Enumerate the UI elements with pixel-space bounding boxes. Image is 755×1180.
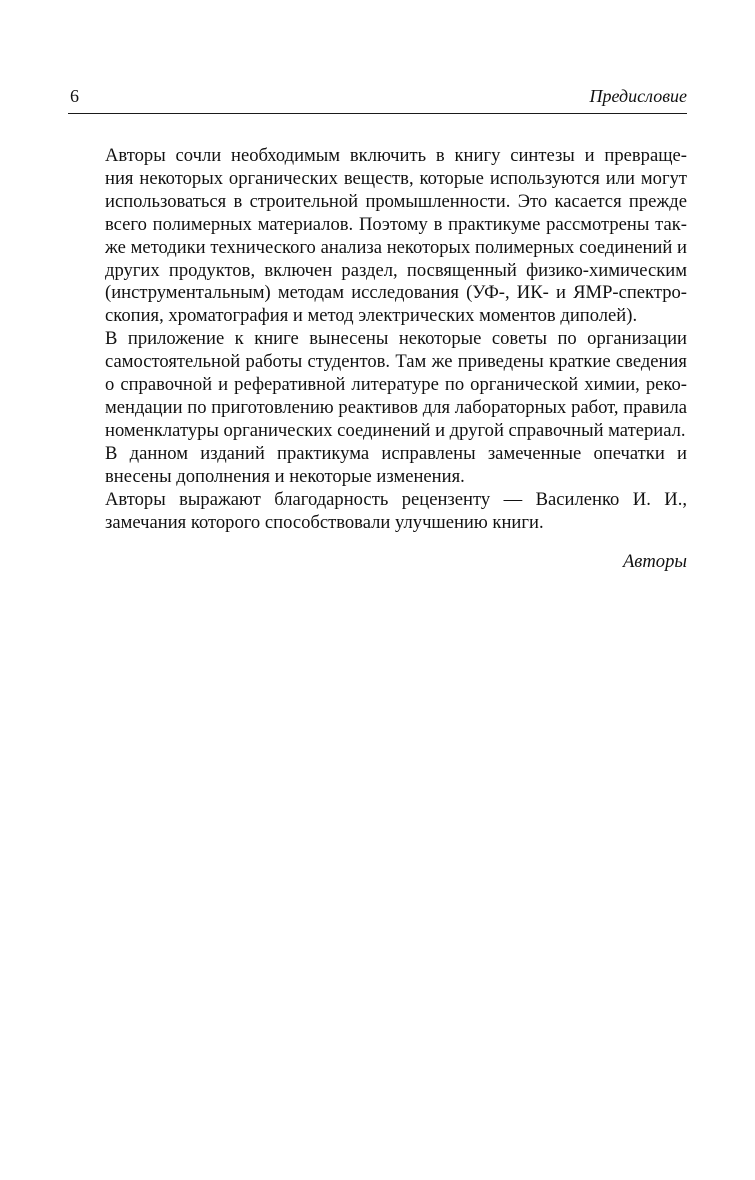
text-line: скопия, хроматография и метод электрических моментов диполей).: [105, 305, 638, 327]
paragraph-4: [68, 489, 687, 535]
text-line: же методики технического анализа некоторых полимерных соединений и: [105, 236, 687, 258]
text-line: самостоятельной работы студентов. Там же приведены краткие сведения: [105, 351, 687, 373]
text-line: внесены дополнения и некоторые изменения.: [105, 465, 465, 487]
text-line: мендации по приготовлению реактивов для лабораторных работ, правила: [105, 396, 687, 418]
text-line: Авторы сочли необходимым включить в книгу синтезы и превраще-: [105, 145, 687, 166]
text-line: ния некоторых органических веществ, которые используются или могут: [105, 167, 687, 189]
paragraph-3: [68, 443, 687, 489]
header-rule: [68, 113, 687, 114]
text-line: всего полимерных материалов. Поэтому в практикуме рассмотрены так-: [105, 213, 687, 235]
signature: Авторы: [622, 551, 687, 572]
preface-body: [68, 145, 687, 534]
text-line: использоваться в строительной промышленности. Это касается прежде: [105, 190, 687, 212]
text-line: других продуктов, включен раздел, посвященный физико-химическим: [105, 259, 687, 281]
text-line: (инструментальным) методам исследования (УФ-, ИК- и ЯМР-спектро-: [105, 282, 687, 304]
text-line: В приложение к книге вынесены некоторые советы по организации: [105, 328, 687, 350]
text-line: замечания которого способствовали улучшению книги.: [105, 511, 544, 533]
paragraph-2: [68, 328, 687, 443]
text-line: о справочной и реферативной литературе по органической химии, реко-: [105, 374, 687, 396]
section-title: Предисловие: [589, 86, 687, 106]
text-line: Авторы выражают благодарность рецензенту — Василенко И. И.,: [105, 488, 687, 510]
running-header: [68, 84, 687, 108]
paragraph-1: [68, 145, 687, 328]
text-line: номенклатуры органических соединений и другой справочный материал.: [105, 419, 686, 441]
text-line: В данном изданий практикума исправлены замеченные опечатки и: [105, 442, 687, 464]
page-number: 6: [70, 86, 79, 106]
